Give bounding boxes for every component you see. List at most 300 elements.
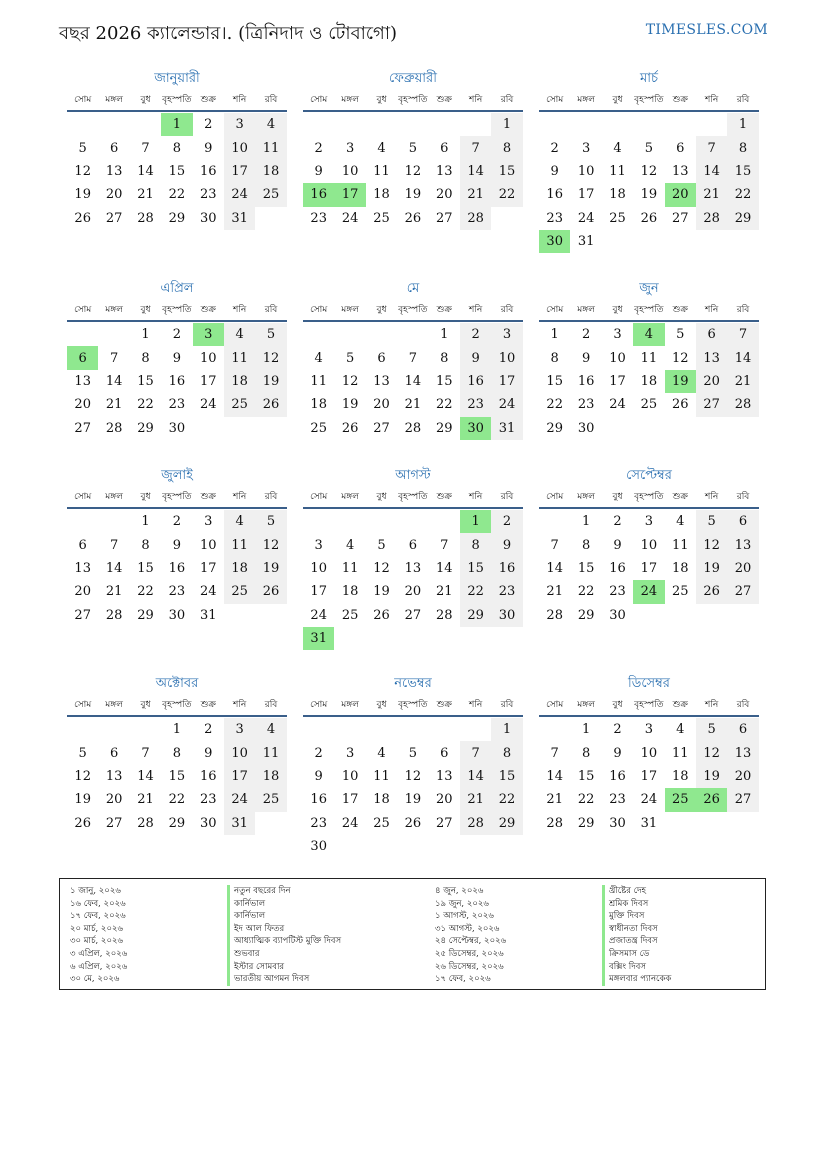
day-cell[interactable]: 29 xyxy=(137,420,154,436)
day-cell[interactable]: 27 xyxy=(105,210,123,226)
day-cell[interactable]: 1 xyxy=(440,327,449,343)
day-cell[interactable]: 26 xyxy=(404,210,422,226)
day-cell[interactable]: 16 xyxy=(460,370,491,393)
day-cell[interactable]: 10 xyxy=(341,768,359,784)
day-cell[interactable]: 21 xyxy=(137,792,154,808)
day-cell[interactable]: 21 xyxy=(137,187,154,203)
day-cell[interactable]: 1 xyxy=(491,718,522,741)
day-cell[interactable]: 10 xyxy=(224,136,255,159)
day-cell[interactable]: 25 xyxy=(224,580,255,603)
day-cell[interactable]: 20 xyxy=(435,187,453,203)
day-cell[interactable]: 11 xyxy=(255,136,286,159)
day-cell[interactable]: 2 xyxy=(550,140,559,156)
day-cell[interactable]: 10 xyxy=(199,350,217,366)
holiday-cell[interactable]: 20 xyxy=(665,183,696,206)
day-cell[interactable]: 18 xyxy=(310,397,327,413)
day-cell[interactable]: 9 xyxy=(581,350,591,366)
holiday-cell[interactable]: 6 xyxy=(67,346,98,369)
day-cell[interactable]: 11 xyxy=(671,745,689,761)
day-cell[interactable]: 24 xyxy=(609,397,626,413)
day-cell[interactable]: 6 xyxy=(408,537,417,553)
day-cell[interactable]: 27 xyxy=(373,420,390,436)
day-cell[interactable]: 23 xyxy=(460,393,491,416)
day-cell[interactable]: 19 xyxy=(74,187,91,203)
day-cell[interactable]: 17 xyxy=(640,560,658,576)
day-cell[interactable]: 2 xyxy=(613,722,622,738)
day-cell[interactable]: 30 xyxy=(310,839,327,855)
day-cell[interactable]: 20 xyxy=(373,397,390,413)
day-cell[interactable]: 28 xyxy=(137,210,154,226)
day-cell[interactable]: 18 xyxy=(224,557,255,580)
day-cell[interactable]: 31 xyxy=(224,207,255,230)
day-cell[interactable]: 5 xyxy=(377,537,386,553)
day-cell[interactable]: 13 xyxy=(696,346,727,369)
day-cell[interactable]: 17 xyxy=(609,373,626,389)
day-cell[interactable]: 11 xyxy=(310,373,327,389)
day-cell[interactable]: 15 xyxy=(460,557,491,580)
day-cell[interactable]: 6 xyxy=(109,140,119,156)
day-cell[interactable]: 4 xyxy=(345,537,355,553)
day-cell[interactable]: 16 xyxy=(168,560,186,576)
day-cell[interactable]: 17 xyxy=(341,792,359,808)
day-cell[interactable]: 8 xyxy=(491,741,522,764)
day-cell[interactable]: 8 xyxy=(550,350,559,366)
day-cell[interactable]: 12 xyxy=(404,163,422,179)
day-cell[interactable]: 26 xyxy=(74,210,91,226)
day-cell[interactable]: 29 xyxy=(460,604,491,627)
day-cell[interactable]: 11 xyxy=(224,346,255,369)
day-cell[interactable]: 11 xyxy=(373,163,390,179)
day-cell[interactable]: 22 xyxy=(137,397,154,413)
day-cell[interactable]: 28 xyxy=(105,607,123,623)
day-cell[interactable]: 13 xyxy=(105,768,123,784)
day-cell[interactable]: 25 xyxy=(255,183,286,206)
day-cell[interactable]: 11 xyxy=(224,533,255,556)
day-cell[interactable]: 25 xyxy=(640,397,658,413)
day-cell[interactable]: 3 xyxy=(345,745,355,761)
day-cell[interactable]: 24 xyxy=(341,210,359,226)
holiday-cell[interactable]: 17 xyxy=(334,183,365,206)
day-cell[interactable]: 15 xyxy=(491,160,522,183)
day-cell[interactable]: 6 xyxy=(109,745,119,761)
holiday-cell[interactable]: 16 xyxy=(303,183,334,206)
day-cell[interactable]: 11 xyxy=(255,741,286,764)
day-cell[interactable]: 29 xyxy=(491,812,522,835)
day-cell[interactable]: 3 xyxy=(644,722,653,738)
day-cell[interactable]: 29 xyxy=(577,607,595,623)
day-cell[interactable]: 20 xyxy=(696,370,727,393)
day-cell[interactable]: 18 xyxy=(609,187,626,203)
day-cell[interactable]: 12 xyxy=(404,768,422,784)
day-cell[interactable]: 22 xyxy=(168,187,186,203)
day-cell[interactable]: 9 xyxy=(613,745,622,761)
day-cell[interactable]: 18 xyxy=(224,370,255,393)
day-cell[interactable]: 3 xyxy=(644,514,653,530)
holiday-cell[interactable]: 19 xyxy=(665,370,696,393)
day-cell[interactable]: 5 xyxy=(408,745,417,761)
day-cell[interactable]: 14 xyxy=(137,163,154,179)
day-cell[interactable]: 25 xyxy=(224,393,255,416)
day-cell[interactable]: 3 xyxy=(345,140,355,156)
day-cell[interactable]: 16 xyxy=(310,792,327,808)
day-cell[interactable]: 29 xyxy=(168,210,186,226)
day-cell[interactable]: 31 xyxy=(224,812,255,835)
day-cell[interactable]: 1 xyxy=(491,113,522,136)
day-cell[interactable]: 7 xyxy=(550,745,559,761)
day-cell[interactable]: 22 xyxy=(460,580,491,603)
day-cell[interactable]: 11 xyxy=(609,163,626,179)
holiday-cell[interactable]: 1 xyxy=(161,113,192,136)
day-cell[interactable]: 2 xyxy=(581,327,591,343)
day-cell[interactable]: 9 xyxy=(550,163,559,179)
day-cell[interactable]: 22 xyxy=(435,397,453,413)
day-cell[interactable]: 2 xyxy=(314,745,323,761)
day-cell[interactable]: 21 xyxy=(696,183,727,206)
day-cell[interactable]: 3 xyxy=(224,718,255,741)
day-cell[interactable]: 23 xyxy=(546,210,563,226)
day-cell[interactable]: 29 xyxy=(727,207,758,230)
day-cell[interactable]: 19 xyxy=(74,792,91,808)
day-cell[interactable]: 13 xyxy=(373,373,390,389)
holiday-cell[interactable]: 24 xyxy=(633,580,664,603)
day-cell[interactable]: 7 xyxy=(408,350,417,366)
day-cell[interactable]: 6 xyxy=(377,350,386,366)
day-cell[interactable]: 18 xyxy=(671,768,689,784)
day-cell[interactable]: 10 xyxy=(640,537,658,553)
day-cell[interactable]: 14 xyxy=(137,768,154,784)
day-cell[interactable]: 15 xyxy=(168,163,186,179)
day-cell[interactable]: 26 xyxy=(255,393,286,416)
day-cell[interactable]: 6 xyxy=(696,323,727,346)
day-cell[interactable]: 30 xyxy=(491,604,522,627)
day-cell[interactable]: 5 xyxy=(255,510,286,533)
day-cell[interactable]: 1 xyxy=(727,113,758,136)
day-cell[interactable]: 16 xyxy=(609,768,626,784)
day-cell[interactable]: 10 xyxy=(491,346,522,369)
day-cell[interactable]: 25 xyxy=(373,210,390,226)
day-cell[interactable]: 1 xyxy=(550,327,559,343)
day-cell[interactable]: 6 xyxy=(727,718,758,741)
day-cell[interactable]: 12 xyxy=(373,560,390,576)
day-cell[interactable]: 22 xyxy=(491,788,522,811)
day-cell[interactable]: 17 xyxy=(640,768,658,784)
day-cell[interactable]: 10 xyxy=(640,745,658,761)
day-cell[interactable]: 5 xyxy=(345,350,355,366)
day-cell[interactable]: 16 xyxy=(609,560,626,576)
day-cell[interactable]: 28 xyxy=(435,607,453,623)
day-cell[interactable]: 20 xyxy=(727,765,758,788)
day-cell[interactable]: 2 xyxy=(314,140,323,156)
day-cell[interactable]: 18 xyxy=(373,187,390,203)
day-cell[interactable]: 26 xyxy=(640,210,658,226)
day-cell[interactable]: 14 xyxy=(105,373,123,389)
day-cell[interactable]: 10 xyxy=(224,741,255,764)
day-cell[interactable]: 21 xyxy=(460,788,491,811)
day-cell[interactable]: 7 xyxy=(460,741,491,764)
day-cell[interactable]: 11 xyxy=(671,537,689,553)
day-cell[interactable]: 25 xyxy=(609,210,626,226)
day-cell[interactable]: 9 xyxy=(613,537,622,553)
day-cell[interactable]: 20 xyxy=(74,584,91,600)
day-cell[interactable]: 13 xyxy=(74,373,91,389)
day-cell[interactable]: 23 xyxy=(609,792,626,808)
day-cell[interactable]: 12 xyxy=(696,533,727,556)
day-cell[interactable]: 17 xyxy=(310,584,327,600)
day-cell[interactable]: 31 xyxy=(640,815,658,831)
day-cell[interactable]: 20 xyxy=(74,397,91,413)
day-cell[interactable]: 2 xyxy=(491,510,522,533)
day-cell[interactable]: 4 xyxy=(676,722,685,738)
day-cell[interactable]: 7 xyxy=(696,136,727,159)
day-cell[interactable]: 13 xyxy=(727,533,758,556)
day-cell[interactable]: 8 xyxy=(491,136,522,159)
day-cell[interactable]: 6 xyxy=(78,537,87,553)
day-cell[interactable]: 8 xyxy=(141,350,150,366)
day-cell[interactable]: 12 xyxy=(74,768,91,784)
day-cell[interactable]: 15 xyxy=(546,373,563,389)
holiday-cell[interactable]: 1 xyxy=(460,510,491,533)
holiday-cell[interactable]: 4 xyxy=(633,323,664,346)
day-cell[interactable]: 5 xyxy=(78,140,87,156)
day-cell[interactable]: 17 xyxy=(199,560,217,576)
day-cell[interactable]: 2 xyxy=(613,514,622,530)
day-cell[interactable]: 8 xyxy=(440,350,449,366)
day-cell[interactable]: 11 xyxy=(373,768,390,784)
day-cell[interactable]: 13 xyxy=(435,163,453,179)
day-cell[interactable]: 31 xyxy=(199,607,217,623)
day-cell[interactable]: 19 xyxy=(404,187,422,203)
day-cell[interactable]: 9 xyxy=(204,745,213,761)
day-cell[interactable]: 3 xyxy=(204,514,213,530)
holiday-cell[interactable]: 31 xyxy=(303,627,334,650)
day-cell[interactable]: 21 xyxy=(546,584,563,600)
day-cell[interactable]: 7 xyxy=(460,136,491,159)
day-cell[interactable]: 19 xyxy=(404,792,422,808)
day-cell[interactable]: 19 xyxy=(696,557,727,580)
day-cell[interactable]: 4 xyxy=(314,350,323,366)
day-cell[interactable]: 28 xyxy=(546,815,563,831)
day-cell[interactable]: 10 xyxy=(310,560,327,576)
day-cell[interactable]: 1 xyxy=(581,722,591,738)
day-cell[interactable]: 24 xyxy=(199,397,217,413)
day-cell[interactable]: 9 xyxy=(204,140,213,156)
day-cell[interactable]: 4 xyxy=(613,140,622,156)
day-cell[interactable]: 27 xyxy=(435,815,453,831)
day-cell[interactable]: 14 xyxy=(546,560,563,576)
day-cell[interactable]: 1 xyxy=(172,722,181,738)
day-cell[interactable]: 18 xyxy=(640,373,658,389)
day-cell[interactable]: 29 xyxy=(435,420,453,436)
day-cell[interactable]: 3 xyxy=(581,140,591,156)
day-cell[interactable]: 24 xyxy=(491,393,522,416)
day-cell[interactable]: 28 xyxy=(105,420,123,436)
day-cell[interactable]: 15 xyxy=(577,560,595,576)
day-cell[interactable]: 19 xyxy=(255,557,286,580)
day-cell[interactable]: 8 xyxy=(581,537,591,553)
day-cell[interactable]: 26 xyxy=(404,815,422,831)
day-cell[interactable]: 12 xyxy=(640,163,658,179)
day-cell[interactable]: 7 xyxy=(727,323,758,346)
day-cell[interactable]: 13 xyxy=(727,741,758,764)
holiday-cell[interactable]: 3 xyxy=(193,323,224,346)
day-cell[interactable]: 9 xyxy=(491,533,522,556)
day-cell[interactable]: 16 xyxy=(199,768,217,784)
day-cell[interactable]: 5 xyxy=(696,718,727,741)
day-cell[interactable]: 7 xyxy=(141,140,150,156)
day-cell[interactable]: 14 xyxy=(727,346,758,369)
day-cell[interactable]: 18 xyxy=(255,160,286,183)
day-cell[interactable]: 4 xyxy=(224,323,255,346)
day-cell[interactable]: 21 xyxy=(546,792,563,808)
day-cell[interactable]: 30 xyxy=(199,210,217,226)
day-cell[interactable]: 23 xyxy=(609,584,626,600)
day-cell[interactable]: 7 xyxy=(440,537,449,553)
day-cell[interactable]: 14 xyxy=(696,160,727,183)
day-cell[interactable]: 7 xyxy=(109,350,119,366)
day-cell[interactable]: 13 xyxy=(671,163,689,179)
day-cell[interactable]: 25 xyxy=(310,420,327,436)
day-cell[interactable]: 3 xyxy=(491,323,522,346)
holiday-cell[interactable]: 26 xyxy=(696,788,727,811)
day-cell[interactable]: 10 xyxy=(609,350,626,366)
day-cell[interactable]: 22 xyxy=(577,584,595,600)
day-cell[interactable]: 29 xyxy=(137,607,154,623)
day-cell[interactable]: 10 xyxy=(341,163,359,179)
day-cell[interactable]: 30 xyxy=(609,815,626,831)
day-cell[interactable]: 30 xyxy=(199,815,217,831)
day-cell[interactable]: 6 xyxy=(440,745,449,761)
day-cell[interactable]: 14 xyxy=(105,560,123,576)
day-cell[interactable]: 21 xyxy=(727,370,758,393)
day-cell[interactable]: 5 xyxy=(644,140,653,156)
day-cell[interactable]: 22 xyxy=(546,397,563,413)
day-cell[interactable]: 29 xyxy=(546,420,563,436)
day-cell[interactable]: 14 xyxy=(460,765,491,788)
day-cell[interactable]: 20 xyxy=(105,792,123,808)
day-cell[interactable]: 28 xyxy=(460,207,491,230)
day-cell[interactable]: 27 xyxy=(727,580,758,603)
day-cell[interactable]: 2 xyxy=(172,514,181,530)
day-cell[interactable]: 27 xyxy=(435,210,453,226)
day-cell[interactable]: 5 xyxy=(255,323,286,346)
day-cell[interactable]: 6 xyxy=(440,140,449,156)
day-cell[interactable]: 19 xyxy=(640,187,658,203)
day-cell[interactable]: 21 xyxy=(435,584,453,600)
day-cell[interactable]: 14 xyxy=(460,160,491,183)
day-cell[interactable]: 25 xyxy=(671,584,689,600)
day-cell[interactable]: 24 xyxy=(224,788,255,811)
day-cell[interactable]: 27 xyxy=(671,210,689,226)
day-cell[interactable]: 8 xyxy=(172,745,181,761)
day-cell[interactable]: 19 xyxy=(341,397,359,413)
day-cell[interactable]: 27 xyxy=(727,788,758,811)
day-cell[interactable]: 27 xyxy=(74,420,91,436)
day-cell[interactable]: 19 xyxy=(696,765,727,788)
day-cell[interactable]: 17 xyxy=(577,187,595,203)
day-cell[interactable]: 27 xyxy=(404,607,422,623)
day-cell[interactable]: 25 xyxy=(255,788,286,811)
day-cell[interactable]: 12 xyxy=(696,741,727,764)
day-cell[interactable]: 4 xyxy=(377,745,386,761)
day-cell[interactable]: 20 xyxy=(404,584,422,600)
day-cell[interactable]: 3 xyxy=(613,327,622,343)
day-cell[interactable]: 21 xyxy=(404,397,422,413)
day-cell[interactable]: 16 xyxy=(491,557,522,580)
day-cell[interactable]: 15 xyxy=(491,765,522,788)
day-cell[interactable]: 23 xyxy=(199,187,217,203)
day-cell[interactable]: 22 xyxy=(577,792,595,808)
day-cell[interactable]: 23 xyxy=(168,397,186,413)
day-cell[interactable]: 25 xyxy=(373,815,390,831)
day-cell[interactable]: 4 xyxy=(377,140,386,156)
day-cell[interactable]: 24 xyxy=(199,584,217,600)
day-cell[interactable]: 9 xyxy=(172,537,181,553)
day-cell[interactable]: 17 xyxy=(224,765,255,788)
day-cell[interactable]: 1 xyxy=(581,514,591,530)
brand-link[interactable]: TIMESLES.COM xyxy=(645,22,768,38)
day-cell[interactable]: 12 xyxy=(255,533,286,556)
day-cell[interactable]: 8 xyxy=(727,136,758,159)
day-cell[interactable]: 8 xyxy=(581,745,591,761)
day-cell[interactable]: 4 xyxy=(255,113,286,136)
day-cell[interactable]: 27 xyxy=(696,393,727,416)
day-cell[interactable]: 15 xyxy=(435,373,453,389)
day-cell[interactable]: 9 xyxy=(314,768,323,784)
day-cell[interactable]: 26 xyxy=(671,397,689,413)
day-cell[interactable]: 26 xyxy=(255,580,286,603)
day-cell[interactable]: 21 xyxy=(460,183,491,206)
day-cell[interactable]: 30 xyxy=(609,607,626,623)
day-cell[interactable]: 28 xyxy=(460,812,491,835)
day-cell[interactable]: 28 xyxy=(727,393,758,416)
day-cell[interactable]: 2 xyxy=(204,722,213,738)
day-cell[interactable]: 8 xyxy=(172,140,181,156)
day-cell[interactable]: 31 xyxy=(577,234,595,250)
day-cell[interactable]: 26 xyxy=(373,607,390,623)
day-cell[interactable]: 18 xyxy=(255,765,286,788)
day-cell[interactable]: 23 xyxy=(577,397,595,413)
day-cell[interactable]: 5 xyxy=(696,510,727,533)
day-cell[interactable]: 4 xyxy=(255,718,286,741)
day-cell[interactable]: 7 xyxy=(141,745,150,761)
day-cell[interactable]: 13 xyxy=(435,768,453,784)
day-cell[interactable]: 9 xyxy=(314,163,323,179)
day-cell[interactable]: 7 xyxy=(550,537,559,553)
day-cell[interactable]: 2 xyxy=(460,323,491,346)
day-cell[interactable]: 15 xyxy=(727,160,758,183)
day-cell[interactable]: 10 xyxy=(199,537,217,553)
day-cell[interactable]: 11 xyxy=(341,560,359,576)
day-cell[interactable]: 3 xyxy=(224,113,255,136)
day-cell[interactable]: 25 xyxy=(341,607,359,623)
day-cell[interactable]: 15 xyxy=(168,768,186,784)
day-cell[interactable]: 9 xyxy=(172,350,181,366)
day-cell[interactable]: 29 xyxy=(577,815,595,831)
day-cell[interactable]: 13 xyxy=(105,163,123,179)
day-cell[interactable]: 24 xyxy=(640,792,658,808)
day-cell[interactable]: 30 xyxy=(168,420,186,436)
day-cell[interactable]: 8 xyxy=(460,533,491,556)
day-cell[interactable]: 7 xyxy=(109,537,119,553)
day-cell[interactable]: 12 xyxy=(255,346,286,369)
day-cell[interactable]: 12 xyxy=(341,373,359,389)
day-cell[interactable]: 24 xyxy=(341,815,359,831)
day-cell[interactable]: 4 xyxy=(676,514,685,530)
day-cell[interactable]: 16 xyxy=(577,373,595,389)
day-cell[interactable]: 21 xyxy=(105,584,123,600)
day-cell[interactable]: 9 xyxy=(460,346,491,369)
day-cell[interactable]: 30 xyxy=(577,420,595,436)
